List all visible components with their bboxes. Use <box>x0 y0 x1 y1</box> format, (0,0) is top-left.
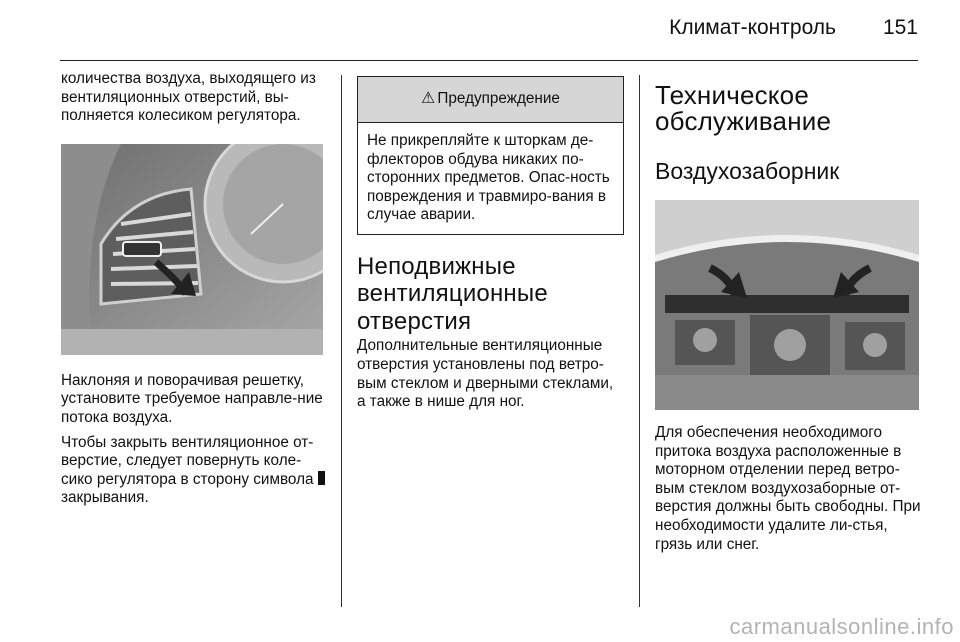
header-rule <box>60 60 918 61</box>
intro-text: количества воздуха, выходящего из вентиляционных отверстий, вы-полняется колесиком регулятора. <box>61 70 316 125</box>
close-vent-text-tail: закрывания. <box>61 489 149 507</box>
grille-direction-text: Наклоняя и поворачивая решетку, установите требуемое направле-ние потока воздуха. <box>61 371 323 426</box>
column-divider-1 <box>341 75 342 607</box>
column-1 <box>61 70 329 508</box>
close-vent-text <box>61 434 329 508</box>
warning-icon: ⚠ <box>421 90 436 108</box>
column-3 <box>655 70 923 554</box>
air-vent-photo <box>61 144 323 355</box>
column-2 <box>357 70 625 412</box>
section-heading-maintenance: Техническое обслуживание <box>655 80 832 136</box>
warning-box <box>357 76 624 235</box>
fixed-vents-text: Дополнительные вентиляционные отверстия установлены под ветро-вым стеклом и дверными стеклами, а также в нише для ног. <box>357 337 614 411</box>
warning-header <box>358 77 623 123</box>
section-heading-fixed-vents: Неподвижные вентиляционные отверстия <box>357 252 548 335</box>
warning-title: Предупреждение <box>437 90 560 108</box>
close-symbol-icon <box>318 471 325 485</box>
watermark: carmanualsonline.info <box>729 614 954 639</box>
air-intake-text: Для обеспечения необходимого притока воздуха расположенные в моторном отделении перед ветро-вым стеклом воздухозаборные от-верстия должны быть свободны. При необходимости удалите ли-стья, грязь или снег. <box>655 424 921 553</box>
engine-bay-photo <box>655 200 919 410</box>
header-title: Климат-контроль <box>669 16 836 39</box>
warning-text: Не прикрепляйте к шторкам де-флекторов обдува никаких по-сторонних предметов. Опас-ность повреждения и травмиро-вания в случае аварии. <box>367 132 610 224</box>
column-divider-2 <box>639 75 640 607</box>
close-vent-text-main: Чтобы закрыть вентиляционное от-верстие, следует повернуть коле-сико регулятора в сторону символа <box>61 433 314 488</box>
page-number: 151 <box>882 16 918 39</box>
subheading-air-intake: Воздухозаборник <box>655 158 840 184</box>
